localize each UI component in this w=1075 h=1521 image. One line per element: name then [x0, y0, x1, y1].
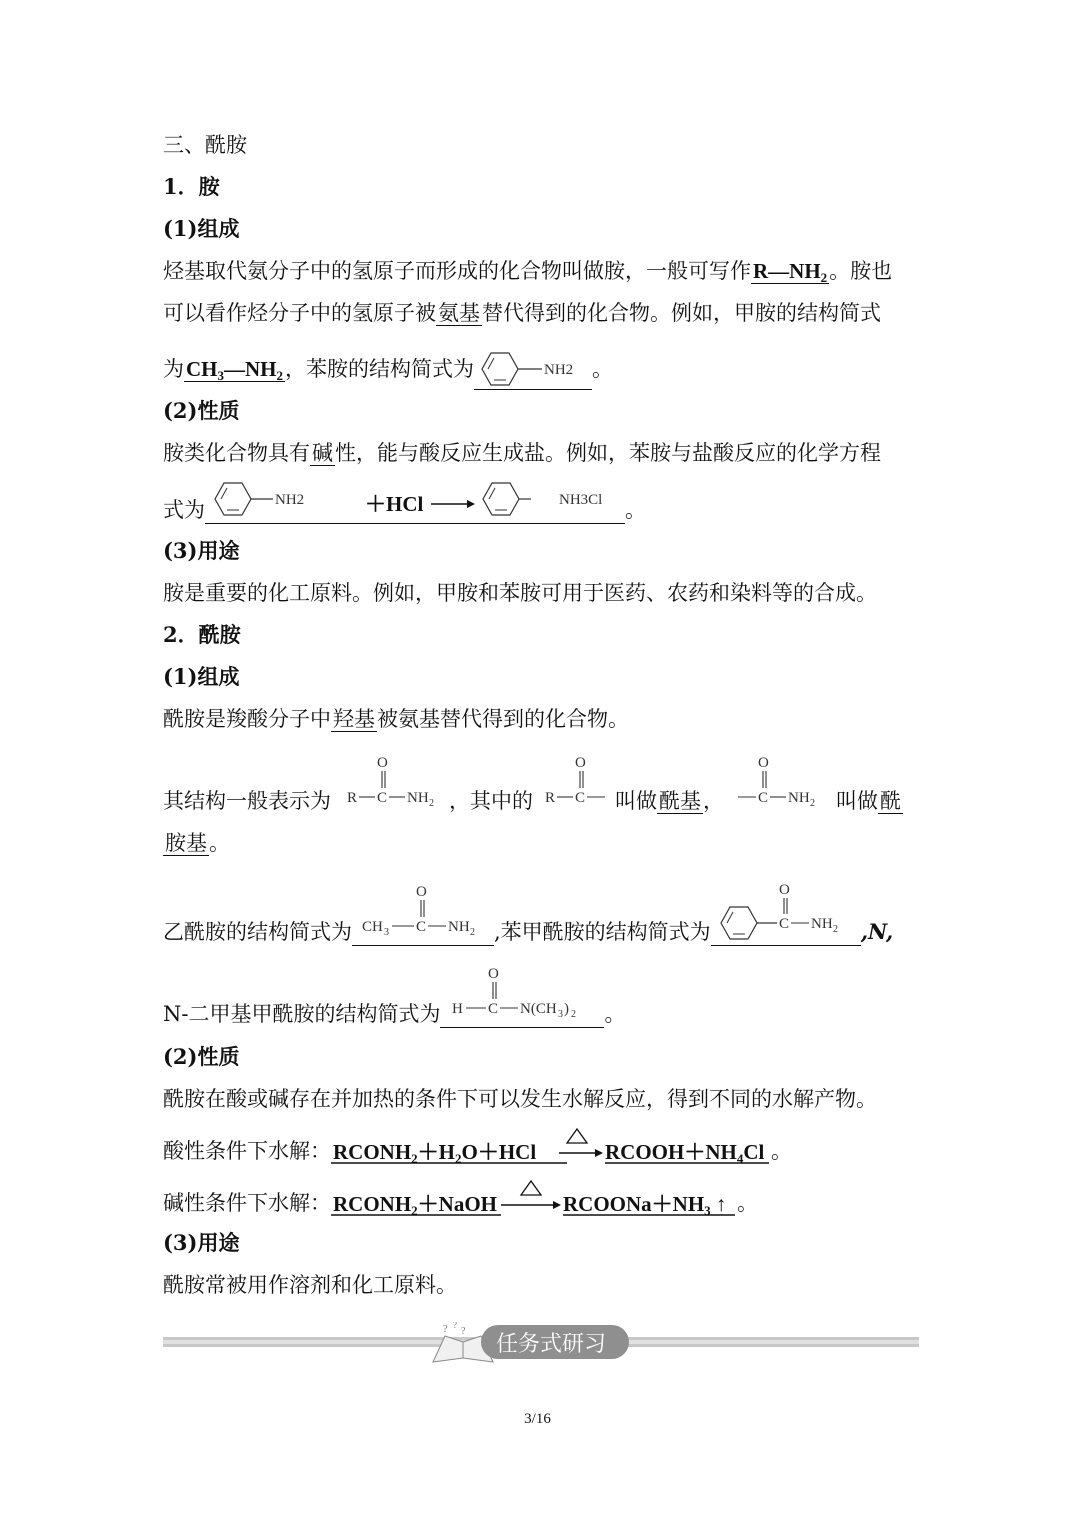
text-span: ，苯胺的结构简式为 [285, 357, 474, 381]
svg-text:?: ? [461, 1326, 466, 1337]
text-span: 。胺也 [829, 259, 893, 283]
svg-text:C: C [778, 916, 789, 932]
svg-text:O: O [377, 755, 388, 771]
answer-acyl: 酰基 [659, 789, 701, 813]
text-span: 叫做 [615, 789, 657, 813]
svg-text:C: C [377, 790, 388, 806]
text-span: 式为 [163, 498, 205, 522]
page-number: 3/16 [524, 1411, 551, 1427]
text-span: 。 [737, 1191, 758, 1215]
benzamide-blank [711, 882, 861, 946]
svg-text:C: C [416, 919, 427, 935]
svg-text:O: O [575, 755, 586, 771]
svg-text:3: 3 [384, 927, 389, 938]
anilinium-label-blank [557, 492, 625, 524]
text-span: 。 [604, 1002, 626, 1026]
answer-methylamine [184, 357, 285, 382]
answer-r-nh2 [751, 259, 829, 284]
aniline-structure [474, 347, 592, 387]
amine-composition-para-3 [163, 355, 613, 390]
dmf-blank [440, 966, 604, 1028]
amide-property-para: 酰胺在酸或碱存在并加热的条件下可以发生水解反应，得到不同的水解产物。 [163, 1087, 877, 1111]
answer-amido-part2: 胺基 [165, 831, 207, 855]
svg-text:R: R [347, 790, 358, 806]
svg-text:C: C [575, 790, 586, 806]
svg-text:RCONH2＋NaOH: RCONH2＋NaOH [333, 1192, 498, 1217]
aniline-nh2-label: NH2 [275, 492, 305, 508]
answer-text: R—NH [753, 259, 821, 283]
amide-heading: 2．酰胺 [163, 622, 241, 647]
base-hydrolysis-line [163, 1189, 758, 1217]
svg-text:?: ? [443, 1324, 448, 1335]
text-span: ，其中的 [449, 789, 533, 813]
svg-text:2: 2 [832, 924, 838, 935]
svg-text:3: 3 [558, 1009, 564, 1020]
banner-title: 任务式研习 [496, 1331, 607, 1356]
svg-text:O: O [778, 882, 790, 898]
text-span: ,N, [860, 919, 894, 944]
svg-text:O: O [758, 755, 769, 771]
subscript: 3 [217, 368, 224, 383]
text-span: 替代得到的化合物。例如，甲胺的结构简式 [482, 301, 881, 325]
svg-text:): ) [564, 1001, 570, 1017]
text-span: 被氨基替代得到的化合物。 [377, 707, 629, 731]
text-span: ， [703, 789, 724, 813]
svg-text:H: H [452, 1001, 464, 1017]
amide-structure-para [163, 755, 903, 816]
dmf-para [163, 966, 626, 1028]
nh3cl-label: NH3Cl [559, 492, 603, 508]
amine-composition-heading: (1)组成 [163, 216, 240, 241]
text-span: 。 [209, 831, 230, 855]
text-span: 碱性条件下水解： [163, 1191, 331, 1215]
svg-text:NH: NH [448, 919, 470, 935]
aniline-hcl-equation-blank [205, 492, 557, 524]
svg-text:N(CH: N(CH [520, 1001, 558, 1017]
amide-general-svg [331, 752, 449, 816]
subscript: 2 [820, 270, 828, 285]
section-title: 三、酰胺 [163, 133, 247, 157]
answer-amido-part1: 酰 [880, 789, 901, 813]
amine-property-para-2 [163, 492, 646, 524]
svg-text:O: O [416, 884, 427, 900]
svg-text:O: O [488, 966, 500, 982]
dmf-structure [440, 963, 604, 1027]
aniline-hcl-equation [205, 477, 557, 521]
amine-property-heading: (2)性质 [163, 398, 240, 423]
svg-text:R: R [545, 790, 556, 806]
aniline-nh2-label: NH2 [544, 362, 574, 378]
text-span: 性，能与酸反应生成盐。例如，苯胺与盐酸反应的化学方程 [335, 441, 881, 465]
text-span: 胺类化合物具有 [163, 441, 310, 465]
svg-text:NH: NH [407, 790, 429, 806]
base-equation-svg [331, 1173, 737, 1217]
acyl-structure [533, 755, 615, 816]
text-span: 为 [163, 357, 184, 381]
amide-composition-heading: (1)组成 [163, 664, 240, 689]
answer-amino-group: 氨基 [438, 301, 480, 325]
svg-text:C: C [488, 1001, 499, 1017]
text-span: 酸性条件下水解： [163, 1139, 331, 1163]
svg-text:?: ? [453, 1322, 457, 1330]
text-span: 酰胺是羧酸分子中 [163, 707, 331, 731]
banner-svg [163, 1322, 919, 1366]
text-span: N-二甲基甲酰胺的结构简式为 [163, 1002, 441, 1026]
svg-text:2: 2 [470, 927, 475, 938]
benzamide-structure [711, 881, 861, 945]
amine-use-para: 胺是重要的化工原料。例如，甲胺和苯胺可用于医药、农药和染料等的合成。 [163, 581, 877, 605]
svg-text:RCONH2＋H2O＋HCl: RCONH2＋H2O＋HCl [333, 1140, 537, 1165]
svg-text:NH: NH [810, 916, 833, 932]
text-span: 其结构一般表示为 [163, 789, 331, 813]
amine-composition-para-1 [163, 257, 892, 292]
amide-composition-para [163, 705, 629, 733]
svg-text:2: 2 [571, 1009, 577, 1020]
text-span: 。 [625, 498, 646, 522]
subscript: 2 [276, 368, 283, 383]
svg-text:C: C [758, 790, 769, 806]
amide-use-para: 酰胺常被用作溶剂和化工原料。 [163, 1273, 457, 1297]
amine-use-heading: (3)用途 [163, 538, 240, 563]
amine-composition-para-2 [163, 299, 881, 327]
anilinium-label [557, 477, 625, 521]
text-span: 叫做 [836, 789, 878, 813]
text-span: 。 [592, 357, 613, 381]
text-span: 烃基取代氨分子中的氢原子而形成的化合物叫做胺，一般可写作 [163, 259, 751, 283]
acyl-svg [533, 752, 615, 816]
svg-text:RCOOH＋NH4Cl: RCOOH＋NH4Cl [605, 1140, 765, 1165]
acetamide-structure [352, 881, 494, 945]
text-span: ,苯甲酰胺的结构简式为 [494, 920, 711, 944]
text-span: 可以看作烃分子中的氢原子被 [163, 301, 436, 325]
aniline-structure-blank [474, 361, 592, 390]
amide-use-heading: (3)用途 [163, 1230, 240, 1255]
answer-text: CH [186, 357, 218, 381]
amido-svg [724, 752, 836, 816]
acid-hydrolysis-line [163, 1137, 792, 1165]
amide-general-structure [331, 755, 449, 816]
answer-hydroxyl: 羟基 [333, 707, 375, 731]
answer-text: —NH [224, 357, 277, 381]
svg-text:2: 2 [429, 798, 434, 809]
acid-hydrolysis-equation [331, 1137, 771, 1165]
text-span: 。 [771, 1139, 792, 1163]
svg-text:NH: NH [788, 790, 810, 806]
amine-heading: 1．胺 [163, 174, 220, 199]
amide-structure-para-cont [163, 829, 230, 857]
task-study-banner [163, 1322, 919, 1366]
hcl-text: ＋HCl [365, 492, 424, 516]
svg-text:RCOONa＋NH3 ↑: RCOONa＋NH3 ↑ [563, 1192, 727, 1217]
svg-text:CH: CH [362, 919, 383, 935]
amide-property-heading: (2)性质 [163, 1044, 240, 1069]
acetamide-para [163, 882, 894, 946]
acid-equation-svg [331, 1121, 771, 1165]
amine-property-para-1 [163, 439, 881, 467]
text-span: 乙酰胺的结构简式为 [163, 920, 352, 944]
svg-text:2: 2 [810, 798, 815, 809]
answer-basic: 碱 [312, 441, 333, 465]
amido-structure [724, 755, 836, 816]
base-hydrolysis-equation [331, 1189, 737, 1217]
acetamide-blank [352, 884, 494, 946]
